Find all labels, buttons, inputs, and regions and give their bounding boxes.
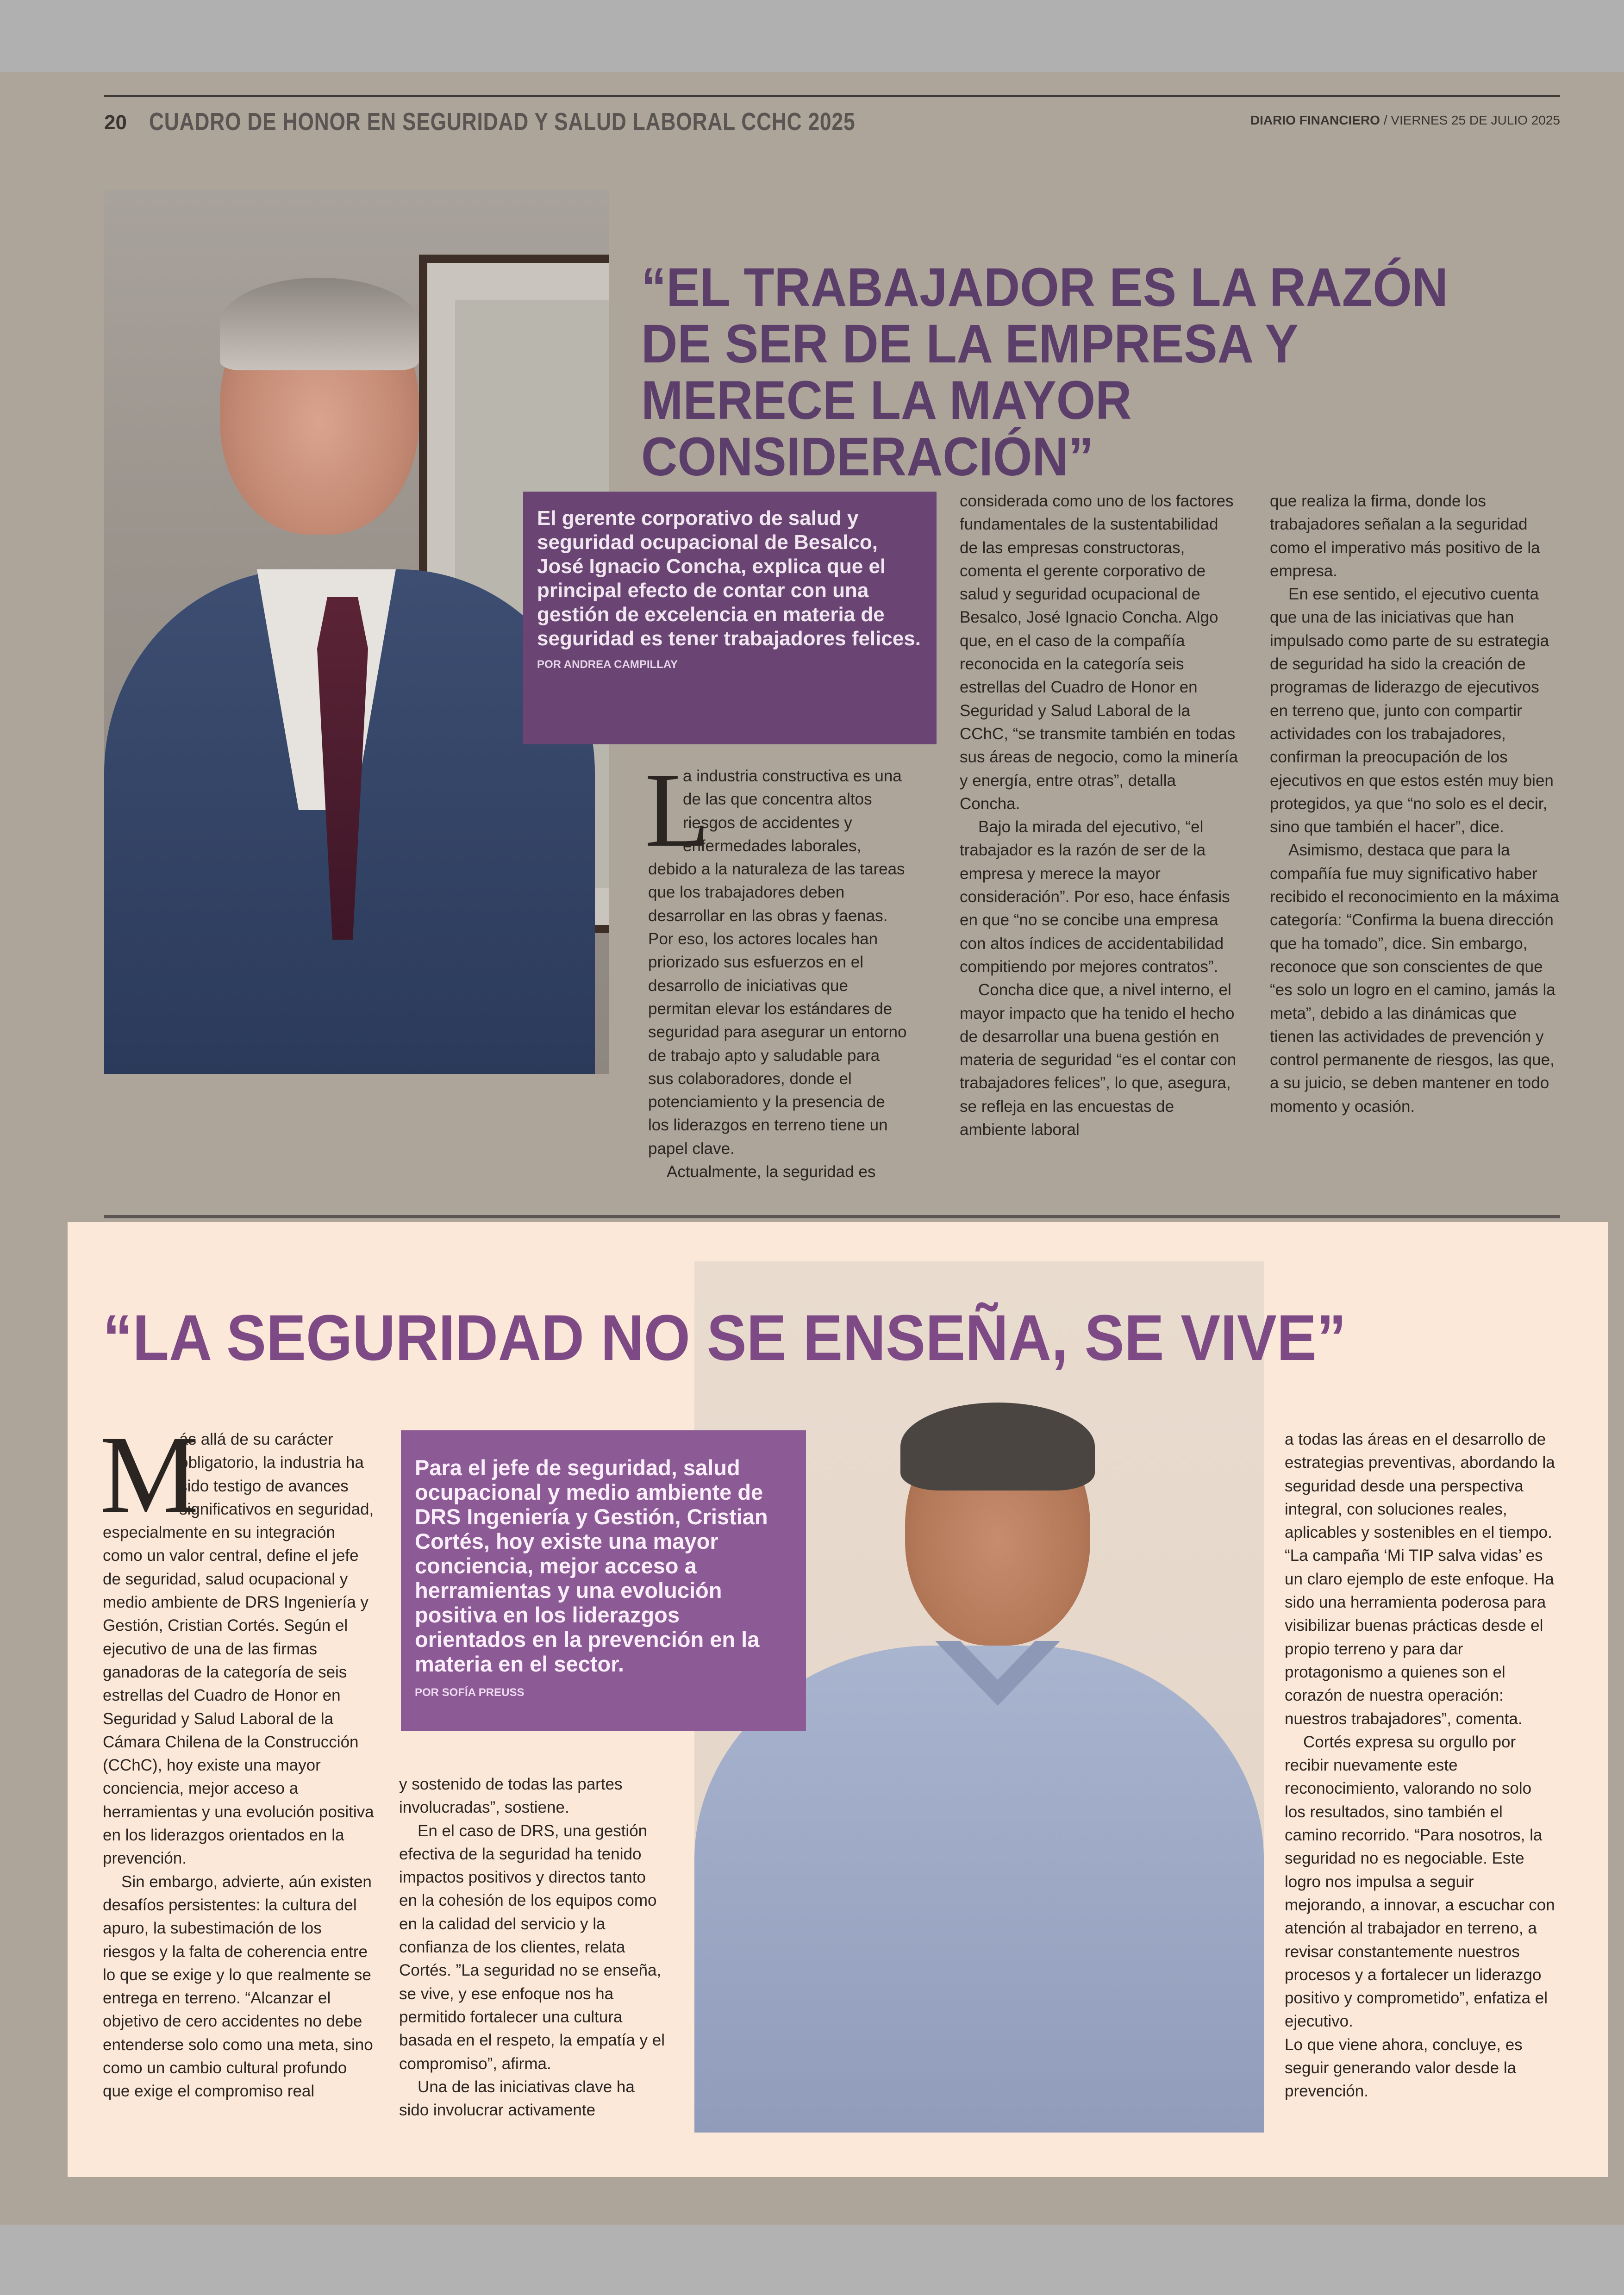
article1-deck: El gerente corporativo de salud y seguridad ocupacional de Besalco, José Ignacio Concha, explica que el principal efecto de contar con una gestión de excelencia en materia de seguridad es tener trabajadores felices.: [537, 507, 921, 650]
article1-headline: “EL TRABAJADOR ES LA RAZÓN DE SER DE LA EMPRESA Y MERECE LA MAYOR CONSIDERACIÓN”: [641, 257, 1449, 487]
article1-col3-para-2: En ese sentido, el ejecutivo cuenta que una de las iniciativas que han impulsado como parte de su estrategia de seguridad ha sido la creación de programas de liderazgo de ejecutivos en terreno que, junto con compartir actividades con los trabajadores, confirman la preocupación de los ejecutivos en que estos estén muy bien protegidos, ya que “no solo es el decir, sino que también el hacer”, dice.: [1270, 585, 1554, 836]
article1-dropcap: L: [645, 751, 710, 869]
article2-column-2: [399, 1773, 668, 2122]
article2-headline: “LA SEGURIDAD NO SE ENSEÑA, SE VIVE”: [103, 1301, 1347, 1374]
article1-col2-para-3: Concha dice que, a nivel interno, el mayor impacto que ha tenido el hecho de desarrollar una buena gestión en materia de seguridad “es el contar con trabajadores felices”, lo que, asegura, se refleja en las encuestas de ambiente laboral: [960, 981, 1237, 1139]
article2-byline: POR SOFÍA PREUSS: [415, 1686, 525, 1699]
publication-name: DIARIO FINANCIERO: [1250, 113, 1380, 127]
section-title: CUADRO DE HONOR EN SEGURIDAD Y SALUD LABORAL CCHC 2025: [149, 108, 856, 136]
article2-deck: Para el jefe de seguridad, salud ocupacional y medio ambiente de DRS Ingeniería y Gestión, Cristian Cortés, hoy existe una mayor conciencia, mejor acceso a herramientas y una evolución positiva en los liderazgos orientados en la prevención en la materia en el sector.: [415, 1455, 768, 1676]
article2-col2-para-1: y sostenido de todas las partes involucradas”, sostiene.: [399, 1775, 623, 1817]
article1-byline: POR ANDREA CAMPILLAY: [537, 658, 678, 671]
article2-col2-para-3: Una de las iniciativas clave ha sido involucrar activamente: [399, 2077, 635, 2120]
article1-col2-para-2: Bajo la mirada del ejecutivo, “el trabajador es la razón de ser de la empresa y merece la mayor consideración”. Por eso, hace énfasis en que “no se concibe una empresa con altos índices de accidentabilidad compitiendo por mejores contratos”.: [960, 818, 1230, 976]
article1-column-1: [648, 765, 909, 1184]
article2-col1-para-2: Sin embargo, advierte, aún existen desafíos persistentes: la cultura del apuro, la subestimación de los riesgos y la falta de coherencia entre lo que se exige y lo que realmente se entrega en terreno. “Alcanzar el objetivo de cero accidentes no debe entenderse solo como una meta, sino como un cambio cultural profundo que exige el compromiso real: [103, 1872, 373, 2101]
article2-col1-para-1: ás allá de su carácter obligatorio, la industria ha sido testigo de avances significativos en seguridad, especialmente en su integración como un valor central, define el jefe de seguridad, salud ocupacional y medio ambiente de DRS Ingeniería y Gestión, Cristian Cortés. Según el ejecutivo de una de las firmas ganadoras de la categoría de seis estrellas del Cuadro de Honor en Seguridad y Salud Laboral de la Cámara Chilena de la Construcción (CChC), hoy existe una mayor conciencia, mejor acceso a herramientas y una evolución positiva en los liderazgos orientados en la prevención.: [103, 1430, 374, 1868]
hair: [220, 278, 419, 370]
article1-col1-para-1: a industria constructiva es una de las que concentra altos riesgos de accidentes y enfermedades laborales, debido a la naturaleza de las tareas que los trabajadores deben desarrollar en las obras y faenas. Por eso, los actores locales han priorizado sus esfuerzos en el desarrollo de iniciativas que permitan elevar los estándares de seguridad para asegurar un entorno de trabajo apto y saludable para sus colaboradores, donde el potenciamiento y la presencia de los liderazgos en terreno tiene un papel clave.: [648, 767, 907, 1158]
header-rule: [104, 95, 1560, 97]
article1-col2-para-1: considerada como uno de los factores fundamentales de la sustentabilidad de las empresas constructoras, comenta el gerente corporativo de salud y seguridad ocupacional de Besalco, José Ignacio Concha. Algo que, en el caso de la compañía reconocida en la categoría seis estrellas del Cuadro de Honor en Seguridad y Salud Laboral de la CChC, “se transmite también en todas sus áreas de negocio, como la minería y energía, entre otras”, detalla Concha.: [960, 492, 1238, 813]
article2-column-3: [1285, 1428, 1555, 2103]
article2-deck-box: [401, 1430, 806, 1731]
article2-dropcap: M: [100, 1413, 199, 1536]
section-divider: [104, 1215, 1560, 1218]
article2-column-1: [103, 1428, 376, 2103]
publication-date: / VIERNES 25 DE JULIO 2025: [1383, 113, 1560, 127]
article1-deck-box: [523, 492, 937, 744]
article1-col3-para-3: Asimismo, destaca que para la compañía fue muy significativo haber recibido el reconocimiento en la máxima categoría: “Confirma la buena dirección que ha tomado”, dice. Sin embargo, reconoce que son conscientes de que “es solo un logro en el camino, jamás la meta”, debido a las dinámicas que tienen las actividades de prevención y control permanente de riesgos, las que, a su juicio, se deben mantener en todo momento y ocasión.: [1270, 841, 1559, 1116]
article2-col3-para-1: a todas las áreas en el desarrollo de estrategias preventivas, abordando la seguridad desde una perspectiva integral, con soluciones reales, aplicables y sostenibles en el tiempo. “La campaña ‘Mi TIP salva vidas’ es un claro ejemplo de este enfoque. Ha sido una herramienta poderosa para visibilizar buenas prácticas desde el propio terreno y para dar protagonismo a quienes son el corazón de nuestra operación: nuestros trabajadores”, comenta.: [1285, 1430, 1555, 1728]
article1-col3-para-1: que realiza la firma, donde los trabajadores señalan a la seguridad como el imperativo más positivo de la empresa.: [1270, 492, 1540, 580]
bottom-margin: [0, 2225, 1624, 2295]
page-number: 20: [104, 111, 127, 134]
article2-col3-para-2: Cortés expresa su orgullo por recibir nuevamente este reconocimiento, valorando no solo los resultados, sino también el camino recorrido. “Para nosotros, la seguridad no es negociable. Este logro nos impulsa a seguir mejorando, a innovar, a escuchar con atención al trabajador en terreno, a revisar constantemente nuestros procesos y a fortalecer un liderazgo positivo y comprometido”, enfatiza el ejecutivo.: [1285, 1733, 1555, 2031]
publication-dateline: [1250, 113, 1560, 128]
article1-column-3: [1270, 490, 1562, 1118]
article2-col2-para-2: En el caso de DRS, una gestión efectiva de la seguridad ha tenido impactos positivos y directos tanto en la cohesión de los equipos como en la calidad del servicio y la confianza de los clientes, relata Cortés. ”La seguridad no se enseña, se vive, y ese enfoque nos ha permitido fortalecer una cultura basada en el respeto, la empatía y el compromiso”, afirma.: [399, 1821, 665, 2073]
article1-col1-para-2: Actualmente, la seguridad es: [667, 1163, 876, 1181]
article1-column-2: [960, 490, 1240, 1141]
article2-col3-para-3: Lo que viene ahora, concluye, es seguir generando valor desde la prevención.: [1285, 2035, 1523, 2101]
hair: [900, 1403, 1095, 1491]
